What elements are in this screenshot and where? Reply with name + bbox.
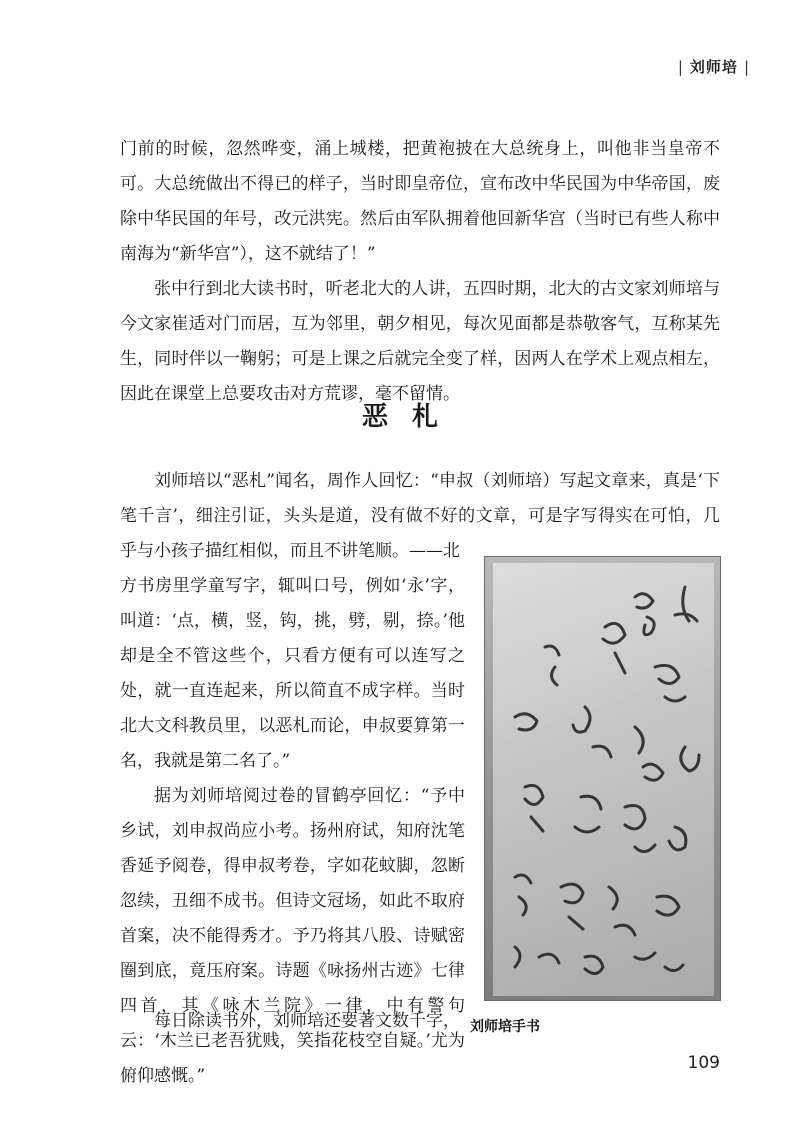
- top-text-block: [120, 132, 720, 412]
- last-line: [120, 1004, 465, 1039]
- paragraph: 刘师培以“恶札”闻名，周作人回忆：“申叔（刘师培）写起文章来，真是‘下笔千言’，细注引证，头头是道，没有做不好的文章，可是字写得实在可怕，几乎与小孩子描红相似，而且不讲笔顺。——北: [120, 471, 720, 561]
- paragraph: 每日除读书外，刘师培还要著文数千字，: [154, 1011, 460, 1031]
- page-number: 109: [687, 1053, 720, 1073]
- paragraph: 张中行到北大读书时，听老北大的人讲，五四时期，北大的古文家刘师培与今文家崔适对门而居，互为邻里，朝夕相见，每次见面都是恭敬客气，互称某先生，同时伴以一鞠躬；可是上课之后就完全变了样，因两人在学术上观点相左，因此在课堂上总要攻击对方荒谬，毫不留情。: [120, 279, 720, 404]
- handwriting-strokes: [485, 557, 720, 1000]
- intro-text-block: [120, 464, 720, 569]
- header-divider-left: |: [677, 58, 684, 76]
- paragraph: 方书房里学童写字，辄叫口号，例如‘永’字，叫道：‘点，横，竖，钩，挑，劈，剔，捺。’他却是全不管这些个，只看方便有可以连写之处，就一直连起来，所以简直不成字样。当时北大文科教员里，以恶札而论，申叔要算第一名，我就是第二名了。”: [120, 576, 465, 771]
- calligraphy-image: [484, 556, 721, 1001]
- running-header: [672, 56, 756, 77]
- header-divider-right: |: [743, 58, 750, 76]
- running-title: 刘师培: [689, 58, 738, 76]
- figure-caption: 刘师培手书: [470, 1019, 540, 1035]
- paragraph: 据为刘师培阅过卷的冒鹤亭回忆：“予中乡试，刘申叔尚应小考。扬州府试，知府沈笔香延予阅卷，得申叔考卷，字如花蚊脚，忽断忽续，丑细不成书。但诗文冠场，如此不取府首案，决不能得秀才。予乃将其八股、诗赋密圈到底，竟压府案。诗题《咏扬州古迹》七律四首，其《咏木兰院》一律，中有警句云：‘木兰已老吾犹贱，笑指花枝空自疑。’尤为俯仰感慨。”: [120, 786, 465, 1086]
- section-title: 恶札: [361, 402, 462, 432]
- paragraph: 门前的时候，忽然哗变，涌上城楼，把黄袍披在大总统身上，叫他非当皇帝不可。大总统做出不得已的样子，当时即皇帝位，宣布改中华民国为中华帝国，废除中华民国的年号，改元洪宪。然后由军队拥着他回新华宫（当时已有些人称中南海为“新华宫”），这不就结了！”: [120, 139, 720, 264]
